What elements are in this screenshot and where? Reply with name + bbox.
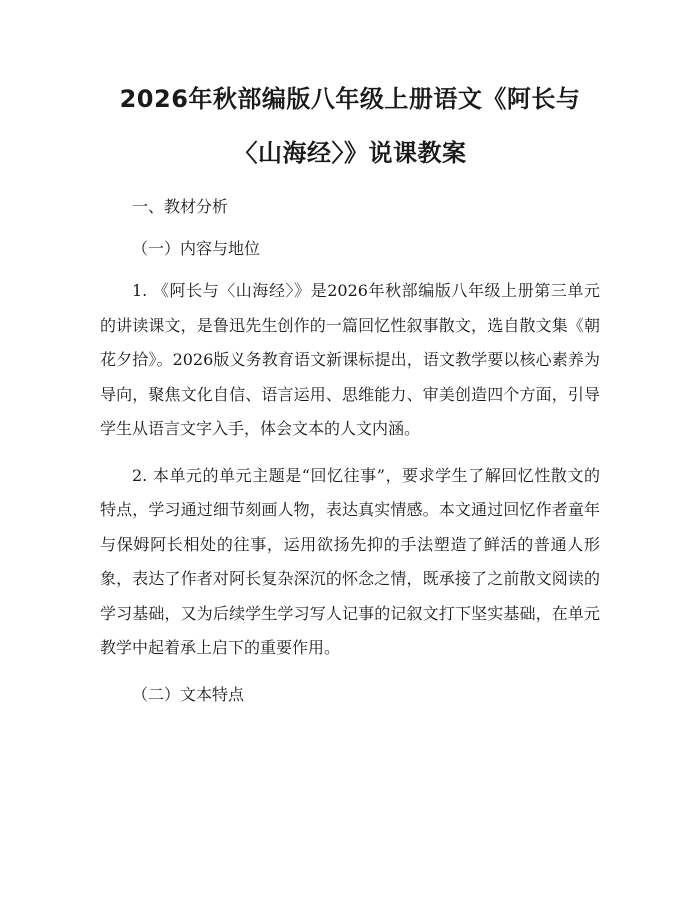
title-line-1: 2026年秋部编版八年级上册语文《阿长与 [119,85,581,113]
subsection-heading-text-features: （二）文本特点 [132,684,245,704]
paragraph-2: 2. 本单元的单元主题是“回忆往事”，要求学生了解回忆性散文的特点，学习通过细节刻画人物，表达真实情感。本文通过回忆作者童年与保姆阿长相处的往事，运用欲扬先抑的手法塑造了鲜活的普通人形象，表达了作者对阿长复杂深沉的怀念之情，既承接了之前散文阅读的学习基础，又为后续学生学习写人记事的记叙文打下坚实基础，在单元教学中起着承上启下的重要作用。 [100,465,600,657]
section-heading-teaching-material: 一、教材分析 [132,197,229,216]
title-line-2: 〈山海经〉》说课教案 [233,139,467,167]
document-title [100,72,600,180]
paragraph-1: 1. 《阿长与〈山海经〉》是2026年秋部编版八年级上册第三单元的讲读课文，是鲁迅先生创作的一篇回忆性叙事散文，选自散文集《朝花夕拾》。2026版义务教育语文新课标提出，语文教学要以核心素养为导向，聚焦文化自信、语言运用、思维能力、审美创造四个方面，引导学生从语言文字入手，体会文本的人文内涵。 [100,281,600,438]
subsection-heading-content-position: （一）内容与地位 [132,239,261,258]
